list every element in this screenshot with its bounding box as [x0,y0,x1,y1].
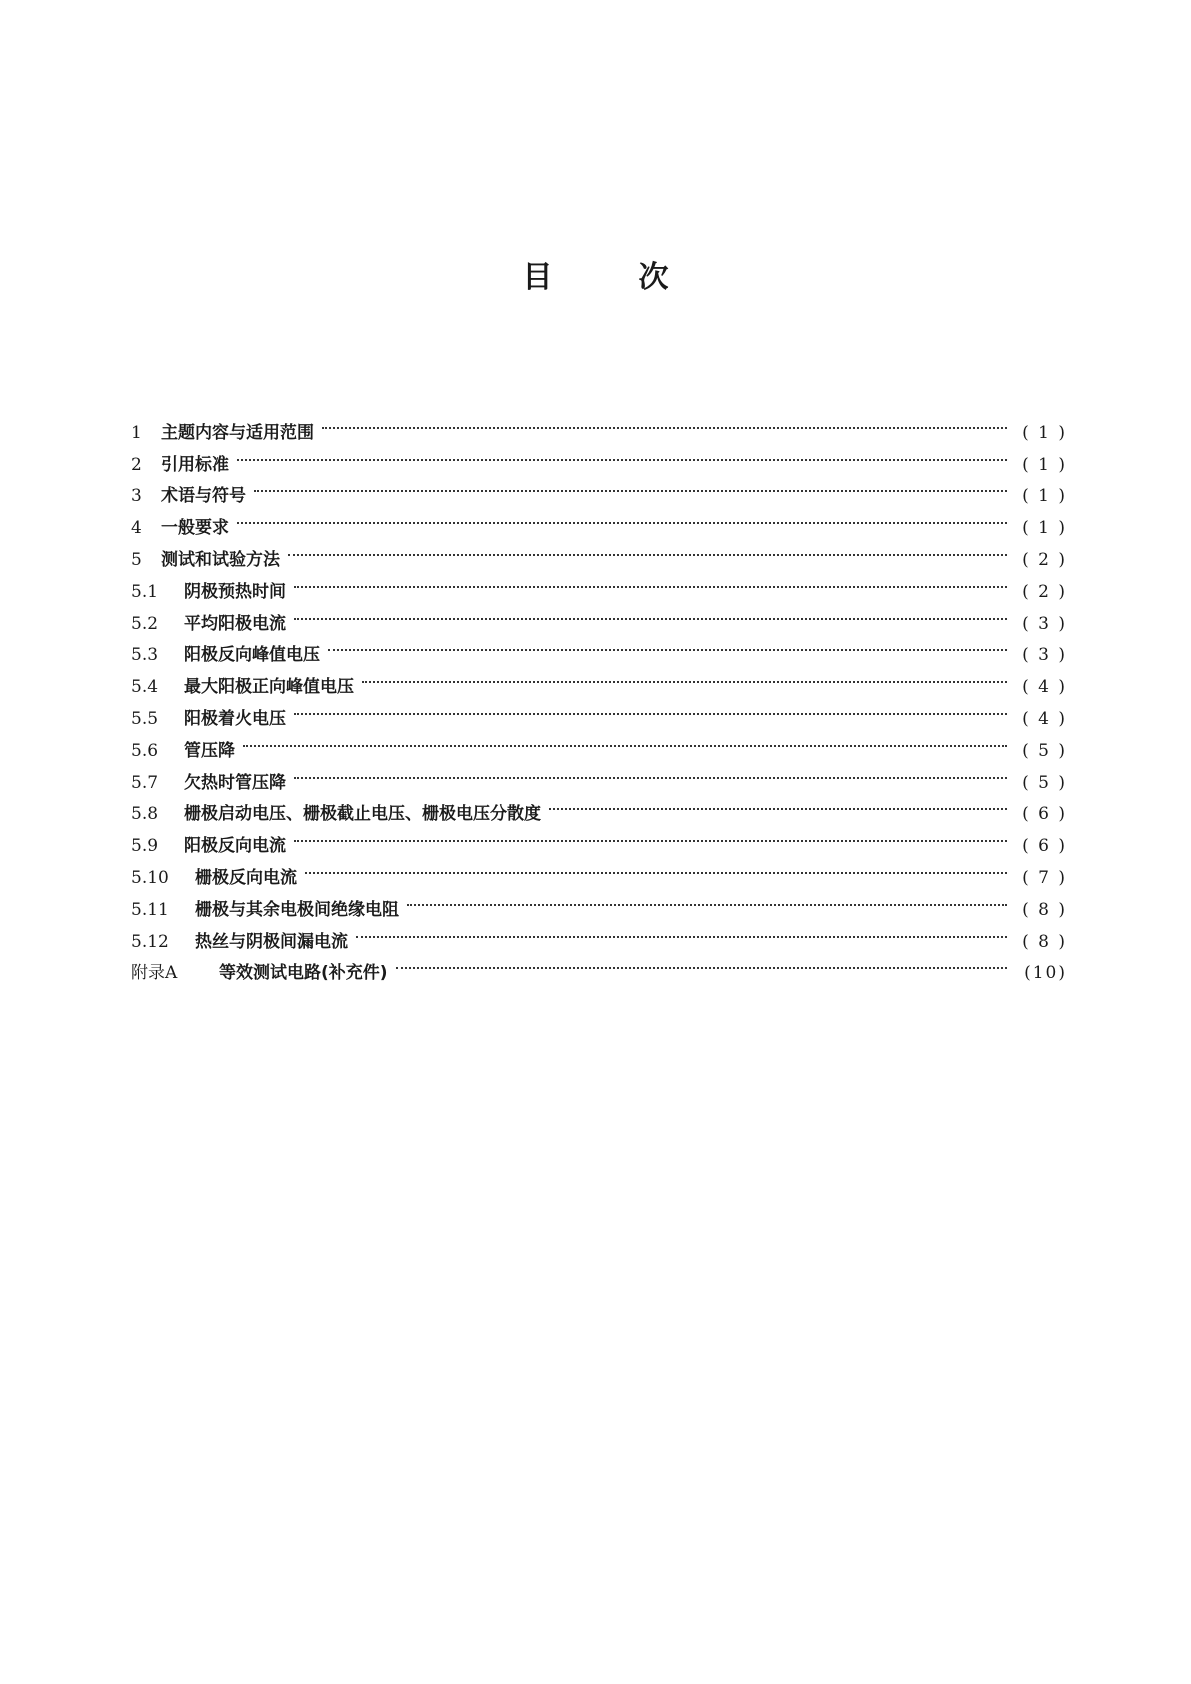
toc-number: 5.5 [131,708,159,729]
toc-item-5[interactable] [131,533,1067,570]
toc-page-number: ( 1 ) [1022,454,1067,475]
toc-number: 附录A [131,963,178,984]
toc-page-number: ( 1 ) [1022,486,1067,507]
toc-label: 术语与符号 [161,486,246,507]
toc-number: 5.6 [131,740,159,761]
toc-page-number: ( 7 ) [1022,867,1067,888]
toc-number: 5.7 [131,772,159,793]
page-title-char-2: 次 [638,260,669,295]
page-title [0,258,1191,298]
table-of-contents [131,406,1067,984]
toc-label: 主题内容与适用范围 [161,422,314,443]
toc-label: 热丝与阴极间漏电流 [195,931,348,952]
toc-label: 阳极反向电流 [184,836,286,857]
toc-dot-leader [407,883,1007,915]
toc-label: 栅极与其余电极间绝缘电阻 [195,899,399,920]
toc-page-number: ( 4 ) [1022,677,1067,698]
toc-page-number: (10) [1024,963,1067,984]
toc-page-number: ( 6 ) [1022,836,1067,857]
toc-label: 一般要求 [161,518,229,539]
page-title-char-1: 目 [522,260,553,295]
toc-item-3[interactable] [131,470,1067,507]
toc-label: 栅极启动电压、栅极截止电压、栅极电压分散度 [184,804,541,825]
toc-dot-leader [322,406,1007,438]
toc-dot-leader [243,724,1007,756]
toc-dot-leader [294,692,1007,724]
toc-item-2[interactable] [131,438,1067,475]
toc-page-number: ( 1 ) [1022,518,1067,539]
toc-number: 5.1 [131,581,159,602]
toc-number: 5 [131,549,142,570]
toc-dot-leader [549,788,1007,820]
toc-dot-leader [294,756,1007,788]
toc-number: 2 [131,454,142,475]
toc-number: 5.2 [131,613,159,634]
toc-label: 等效测试电路(补充件) [219,963,388,984]
toc-page-number: ( 8 ) [1022,931,1067,952]
toc-label: 平均阳极电流 [184,613,286,634]
toc-page-number: ( 8 ) [1022,899,1067,920]
toc-page-number: ( 6 ) [1022,804,1067,825]
toc-item-4[interactable] [131,501,1067,539]
toc-dot-leader [237,501,1007,533]
toc-label: 管压降 [184,740,235,761]
toc-page-number: ( 3 ) [1022,645,1067,666]
toc-label: 测试和试验方法 [161,549,280,570]
toc-page-number: ( 5 ) [1022,772,1067,793]
toc-dot-leader [305,851,1007,883]
toc-dot-leader [237,438,1007,470]
toc-number: 5.11 [131,899,169,920]
toc-label: 引用标准 [161,454,229,475]
toc-label: 阴极预热时间 [184,581,286,602]
toc-dot-leader [396,947,1007,979]
toc-dot-leader [328,629,1007,661]
toc-dot-leader [288,533,1007,565]
toc-item-5-6[interactable] [131,724,1067,761]
toc-number: 5.8 [131,804,159,825]
toc-number: 5.12 [131,931,169,952]
toc-number: 5.9 [131,836,159,857]
toc-dot-leader [294,819,1007,851]
toc-dot-leader [362,660,1007,692]
toc-dot-leader [294,597,1007,629]
toc-label: 阳极反向峰值电压 [184,645,320,666]
toc-number: 3 [131,486,142,507]
toc-page-number: ( 2 ) [1022,581,1067,602]
toc-number: 1 [131,422,142,443]
toc-number: 5.10 [131,867,169,888]
toc-item-5-7[interactable] [131,756,1067,793]
toc-number: 5.3 [131,645,159,666]
toc-page-number: ( 4 ) [1022,708,1067,729]
toc-dot-leader [294,565,1007,597]
toc-page-number: ( 1 ) [1022,422,1067,443]
toc-number: 5.4 [131,677,159,698]
toc-label: 阳极着火电压 [184,708,286,729]
toc-label: 栅极反向电流 [195,867,297,888]
toc-number: 4 [131,518,142,539]
toc-label: 欠热时管压降 [184,772,286,793]
toc-page-number: ( 2 ) [1022,549,1067,570]
toc-dot-leader [356,915,1007,947]
toc-page-number: ( 3 ) [1022,613,1067,634]
toc-dot-leader [254,470,1007,502]
toc-page-number: ( 5 ) [1022,740,1067,761]
toc-label: 最大阳极正向峰值电压 [184,677,354,698]
toc-item-1[interactable] [131,406,1067,443]
